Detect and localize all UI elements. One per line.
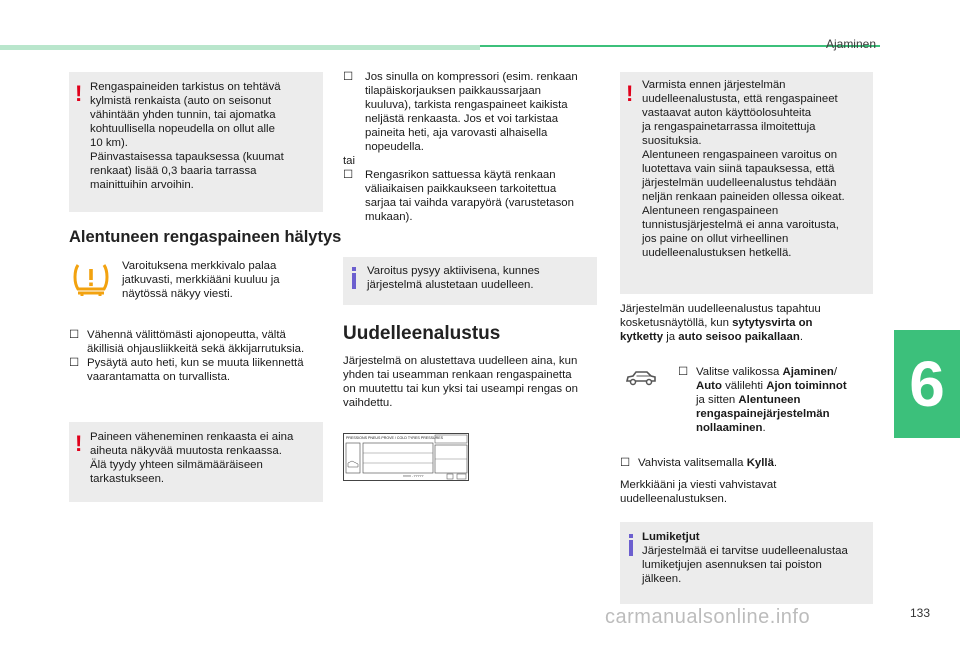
text-part: Järjestelmän uudelleenalustus tapahtuu kosketusnäytöllä, kun bbox=[620, 303, 821, 329]
bullet-text: Jos sinulla on kompressori (esim. renkaan tilapäiskorjauksen paikkaussarjaan kuuluva), tarkista rengaspaineet kaikista neljästä renkaasta. Jos et voi tarkistaa paineita heti, aja varovasti alhaisella nopeudella. bbox=[365, 71, 578, 153]
reset-condition-text bbox=[620, 302, 880, 344]
header-bar-accent bbox=[480, 45, 880, 47]
info-box-snow-chains bbox=[620, 522, 873, 604]
bullet-text: Vähennä välittömästi ajonopeutta, vältä äkillisiä ohjausliikkeitä sekä äkkijarrutuksia. bbox=[87, 329, 305, 355]
text-or: tai bbox=[343, 155, 356, 167]
checkbox-bullet-icon: ☐ bbox=[620, 457, 631, 469]
reset-body-text: Järjestelmä on alustettava uudelleen aina, kun yhden tai useamman renkaan rengaspainetta on muutettu tai kun yksi tai useampi rengas on vaihdettu. bbox=[343, 355, 578, 409]
bullet-stop-car bbox=[69, 356, 329, 384]
step-confirm bbox=[620, 456, 880, 470]
warning-icon: ! bbox=[75, 81, 83, 106]
info-icon bbox=[351, 267, 357, 289]
header-bar-light bbox=[0, 45, 480, 50]
checkbox-bullet-icon: ☐ bbox=[69, 357, 80, 369]
confirmation-text: Merkkiääni ja viesti vahvistavat uudelleenalustuksen. bbox=[620, 479, 777, 505]
page-number: 133 bbox=[909, 606, 930, 620]
checkbox-bullet-icon: ☐ bbox=[69, 329, 80, 341]
warning-box-before-reset bbox=[620, 72, 873, 294]
warning-icon: ! bbox=[626, 81, 634, 106]
text-bold-stationary: auto seisoo paikallaan bbox=[678, 331, 800, 343]
checkbox-bullet-icon: ☐ bbox=[343, 169, 354, 181]
section-heading-reset: Uudelleenalustus bbox=[343, 323, 501, 344]
info-text: Varoitus pysyy aktiivisena, kunnes järjestelmä alustetaan uudelleen. bbox=[367, 265, 540, 291]
watermark-text: carmanualsonline.info bbox=[605, 606, 811, 628]
text-part: ja bbox=[663, 331, 679, 343]
text-bold-ignition: sytytysvirta on kytketty bbox=[620, 317, 813, 343]
warning-text: Varmista ennen järjestelmän uudelleenalustusta, että rengaspaineet vastaavat auton käyttöolosuhteita ja rengaspainetarrassa ilmoitettuja suosituksia. Alentuneen rengaspaineen varoitus on luotettava vain siinä tapauksessa, että järjestelmän uudelleenalustus tehdään neljän renkaan paineiden ollessa oikeat. Alentuneen rengaspaineen tunnistusjärjestelmä ei anna varoitusta, jos paine on ollut virheellinen uudelleenalustuksen hetkellä. bbox=[642, 79, 845, 259]
info-text: Järjestelmää ei tarvitse uudelleenalustaa lumiketjujen asennuksen tai poiston jälkeen. bbox=[642, 545, 848, 585]
bullet-text: Rengasrikon sattuessa käytä renkaan väliaikaisen paikkaukseen tarkoitettua sarjaa tai vaihda varapyörä (varustetason mukaan). bbox=[365, 169, 574, 223]
warning-box-visual-check bbox=[69, 422, 323, 502]
bullet-compressor bbox=[343, 70, 603, 154]
info-box-warning-active bbox=[343, 257, 597, 305]
warning-icon: ! bbox=[75, 431, 83, 456]
warning-text: Rengaspaineiden tarkistus on tehtävä kylmistä renkaista (auto on seisonut vähintään yhden tunnin, tai ajomatka kohtuullisella nopeudella on ollut alle 10 km). Päinvastaisessa tapauksessa (kuumat renkaat) lisää 0,3 baaria tarrassa mainittuihin arvoihin. bbox=[90, 81, 284, 191]
tyre-pressure-warning-icon bbox=[72, 261, 110, 297]
step-text: Vahvista valitsemalla Kyllä. bbox=[638, 457, 778, 469]
checkbox-bullet-icon: ☐ bbox=[678, 366, 689, 378]
text-part: . bbox=[799, 331, 803, 343]
info-title: Lumiketjut bbox=[642, 531, 700, 543]
warning-box-cold-tyres bbox=[69, 72, 323, 212]
step-select-menu bbox=[678, 365, 888, 435]
bullet-puncture bbox=[343, 168, 603, 224]
label-title: PRESSIONS PNEUS PROVE / COLD TYRES PRESSURES bbox=[346, 436, 443, 440]
step-text: Valitse valikossa Ajaminen/ Auto välilehti Ajon toiminnot ja sitten Alentuneen rengaspainejärjestelmän nollaaminen. bbox=[696, 366, 847, 434]
chapter-tab bbox=[894, 330, 960, 438]
checkbox-bullet-icon: ☐ bbox=[343, 71, 354, 83]
bullet-text: Pysäytä auto heti, kun se muuta liikennettä vaarantamatta on turvallista. bbox=[87, 357, 304, 383]
alert-description: Varoituksena merkkivalo palaa jatkuvasti, merkkiääni kuuluu ja näytössä näkyy viesti. bbox=[122, 260, 280, 300]
bullet-reduce-speed bbox=[69, 328, 329, 356]
section-heading-alert: Alentuneen rengaspaineen hälytys bbox=[69, 228, 342, 246]
label-code: XXXX - YYYYY bbox=[403, 474, 424, 478]
section-title: Ajaminen bbox=[825, 37, 876, 51]
chapter-number: 6 bbox=[909, 348, 945, 420]
car-icon bbox=[624, 368, 658, 388]
info-icon bbox=[628, 534, 634, 556]
warning-text: Paineen väheneminen renkaasta ei aina aiheuta näkyvää muutosta renkaassa. Älä tyydy yhteen silmämääräiseen tarkastukseen. bbox=[90, 431, 294, 485]
tyre-pressure-label-image bbox=[343, 433, 469, 481]
